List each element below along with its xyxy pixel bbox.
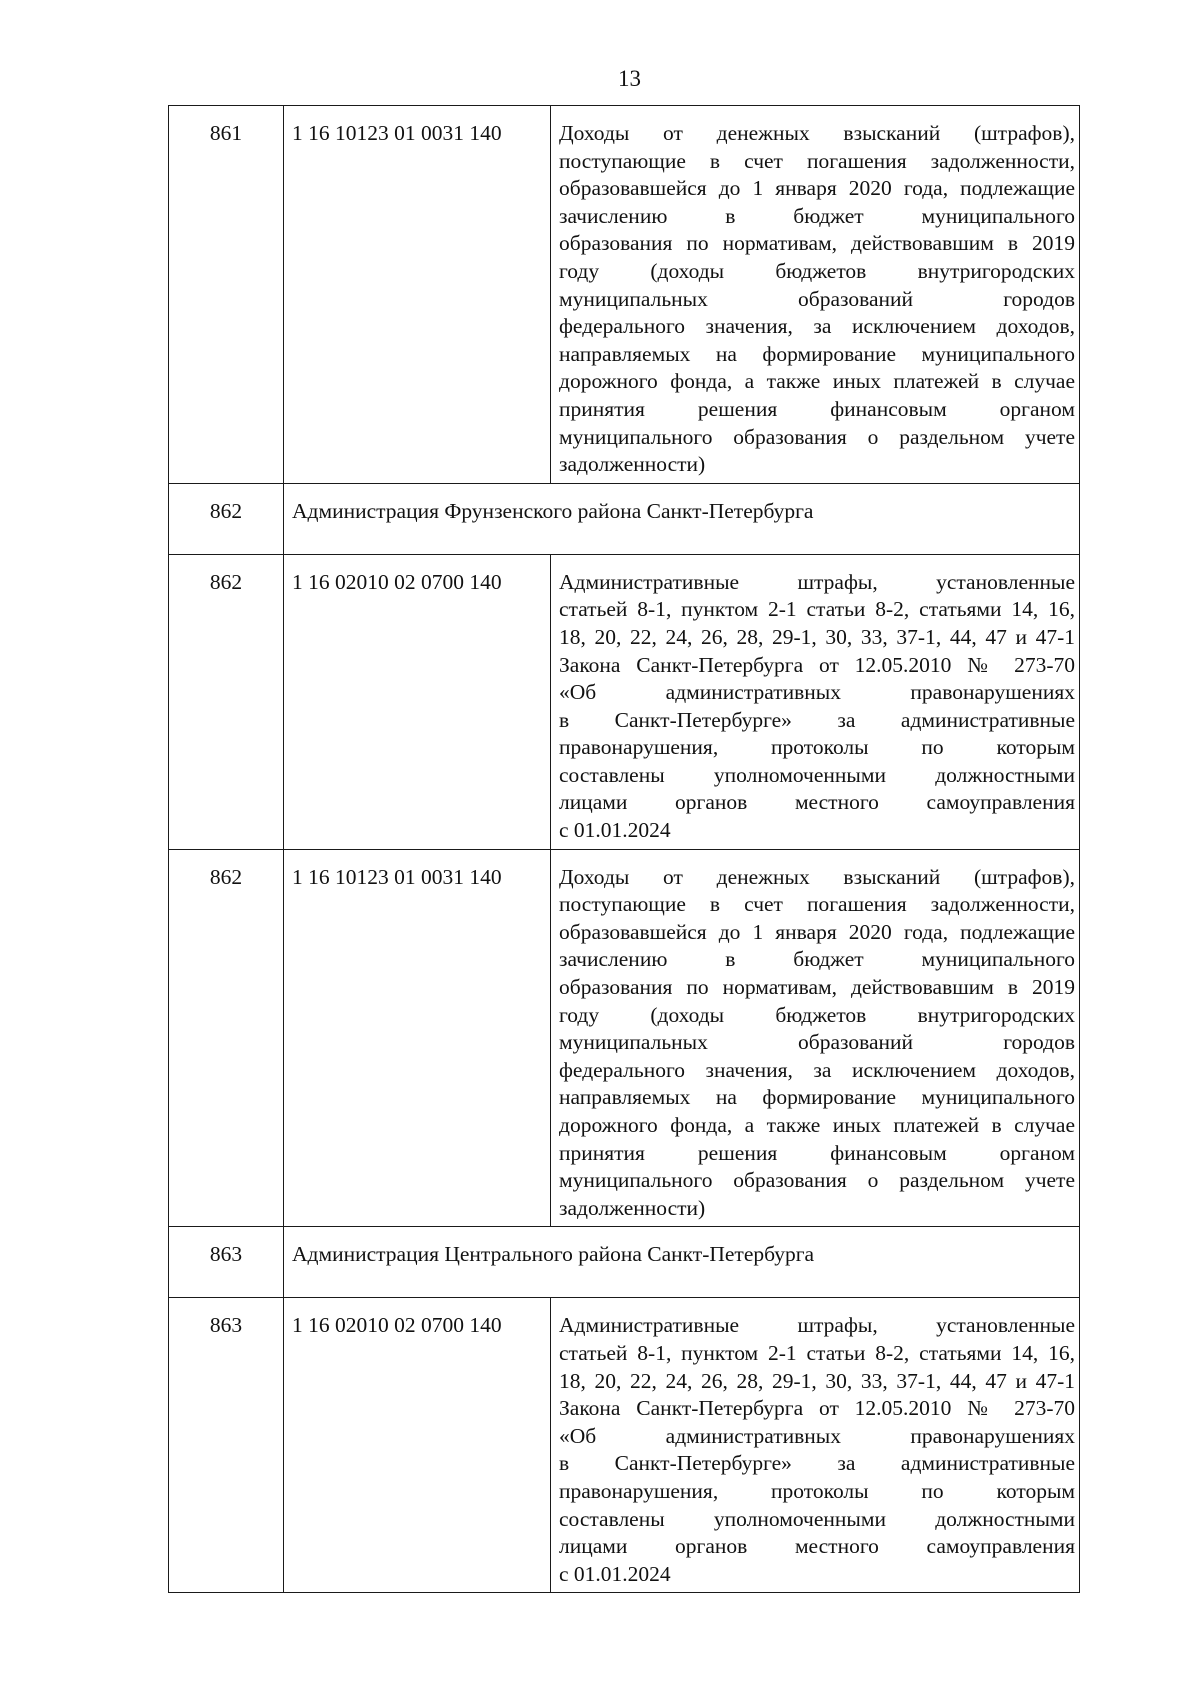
administrator-code-cell: 862 <box>169 849 284 1227</box>
revenue-name-line: задолженности) <box>559 452 706 477</box>
revenue-name-line: «Об административных правонарушениях <box>559 680 1075 705</box>
revenue-name-line: статьей 8-1, пунктом 2-1 статьи 8-2, статьями 14, 16, <box>559 597 1075 622</box>
revenue-item-row <box>169 849 1080 1227</box>
revenue-name-line: направляемых на формирование муниципального <box>559 1085 1075 1110</box>
revenue-name-line: федерального значения, за исключением доходов, <box>559 1057 1075 1082</box>
revenue-name-line: с 01.01.2024 <box>559 1561 671 1586</box>
revenue-name-line: лицами органов местного самоуправления <box>559 1534 1075 1559</box>
revenue-item-row <box>169 106 1080 484</box>
revenue-name-line: принятия решения финансовым органом <box>559 396 1075 421</box>
revenue-name-line: составлены уполномоченными должностными <box>559 1506 1075 1531</box>
revenue-name-line: Административные штрафы, установленные <box>559 569 1075 594</box>
budget-classification-code-cell: 1 16 02010 02 0700 140 <box>284 554 551 849</box>
page-number: 13 <box>618 66 641 91</box>
revenue-name-line: в Санкт-Петербурге» за административные <box>559 1451 1075 1476</box>
revenue-name-line: 18, 20, 22, 24, 26, 28, 29-1, 30, 33, 37-1, 44, 47 и 47-1 <box>559 624 1075 649</box>
revenue-name-line: Административные штрафы, установленные <box>559 1313 1075 1338</box>
revenue-name-line: статьей 8-1, пунктом 2-1 статьи 8-2, статьями 14, 16, <box>559 1340 1075 1365</box>
revenue-name-line: муниципальных образований городов <box>559 1030 1075 1055</box>
revenue-name-line: муниципальных образований городов <box>559 286 1075 311</box>
administrator-code-cell: 863 <box>169 1298 284 1593</box>
budget-classification-code-cell: 1 16 02010 02 0700 140 <box>284 1298 551 1593</box>
revenue-name-line: образования по нормативам, действовавшим в 2019 <box>559 231 1075 256</box>
revenue-name-cell <box>551 1298 1080 1593</box>
revenue-item-row <box>169 1298 1080 1593</box>
revenue-codes-table <box>168 105 1080 1593</box>
revenue-name-line: зачислению в бюджет муниципального <box>559 947 1075 972</box>
revenue-name-line: принятия решения финансовым органом <box>559 1140 1075 1165</box>
administrator-code-cell: 863 <box>169 1227 284 1298</box>
administrator-header-row <box>169 483 1080 554</box>
revenue-name-line: поступающие в счет погашения задолженности, <box>559 148 1075 173</box>
revenue-name-line: поступающие в счет погашения задолженности, <box>559 892 1075 917</box>
revenue-name-line: дорожного фонда, а также иных платежей в случае <box>559 369 1075 394</box>
revenue-name-line: образовавшейся до 1 января 2020 года, подлежащие <box>559 919 1075 944</box>
revenue-name-cell <box>551 106 1080 484</box>
revenue-name-line: году (доходы бюджетов внутригородских <box>559 258 1075 283</box>
revenue-name-cell <box>551 554 1080 849</box>
revenue-name-line: Закона Санкт-Петербурга от 12.05.2010 № 273-70 <box>559 1396 1075 1421</box>
revenue-name-line: правонарушения, протоколы по которым <box>559 735 1075 760</box>
administrator-name-cell: Администрация Центрального района Санкт-Петербурга <box>284 1227 1080 1298</box>
revenue-name-line: правонарушения, протоколы по которым <box>559 1478 1075 1503</box>
revenue-name-line: в Санкт-Петербурге» за административные <box>559 707 1075 732</box>
revenue-item-row <box>169 554 1080 849</box>
revenue-name-line: федерального значения, за исключением доходов, <box>559 314 1075 339</box>
revenue-name-line: Доходы от денежных взысканий (штрафов), <box>559 864 1075 889</box>
budget-classification-code-cell: 1 16 10123 01 0031 140 <box>284 849 551 1227</box>
revenue-name-line: муниципального образования о раздельном учете <box>559 424 1075 449</box>
revenue-name-line: образовавшейся до 1 января 2020 года, подлежащие <box>559 176 1075 201</box>
administrator-header-row <box>169 1227 1080 1298</box>
revenue-name-line: образования по нормативам, действовавшим в 2019 <box>559 975 1075 1000</box>
administrator-code-cell: 862 <box>169 554 284 849</box>
administrator-code-cell: 861 <box>169 106 284 484</box>
administrator-name-cell: Администрация Фрунзенского района Санкт-Петербурга <box>284 483 1080 554</box>
revenue-name-line: зачислению в бюджет муниципального <box>559 203 1075 228</box>
revenue-name-line: Доходы от денежных взысканий (штрафов), <box>559 121 1075 145</box>
revenue-name-line: направляемых на формирование муниципального <box>559 341 1075 366</box>
revenue-name-line: составлены уполномоченными должностными <box>559 762 1075 787</box>
table-body <box>169 106 1080 1593</box>
administrator-code-cell: 862 <box>169 483 284 554</box>
revenue-name-line: с 01.01.2024 <box>559 818 671 843</box>
revenue-name-line: «Об административных правонарушениях <box>559 1423 1075 1448</box>
revenue-name-line: лицами органов местного самоуправления <box>559 790 1075 815</box>
revenue-name-line: году (доходы бюджетов внутригородских <box>559 1002 1075 1027</box>
revenue-name-line: задолженности) <box>559 1195 706 1220</box>
revenue-name-line: дорожного фонда, а также иных платежей в случае <box>559 1113 1075 1137</box>
revenue-name-line: 18, 20, 22, 24, 26, 28, 29-1, 30, 33, 37-1, 44, 47 и 47-1 <box>559 1368 1075 1393</box>
revenue-name-line: Закона Санкт-Петербурга от 12.05.2010 № 273-70 <box>559 652 1075 677</box>
revenue-name-cell <box>551 849 1080 1227</box>
revenue-name-line: муниципального образования о раздельном учете <box>559 1168 1075 1193</box>
budget-classification-code-cell: 1 16 10123 01 0031 140 <box>284 106 551 484</box>
